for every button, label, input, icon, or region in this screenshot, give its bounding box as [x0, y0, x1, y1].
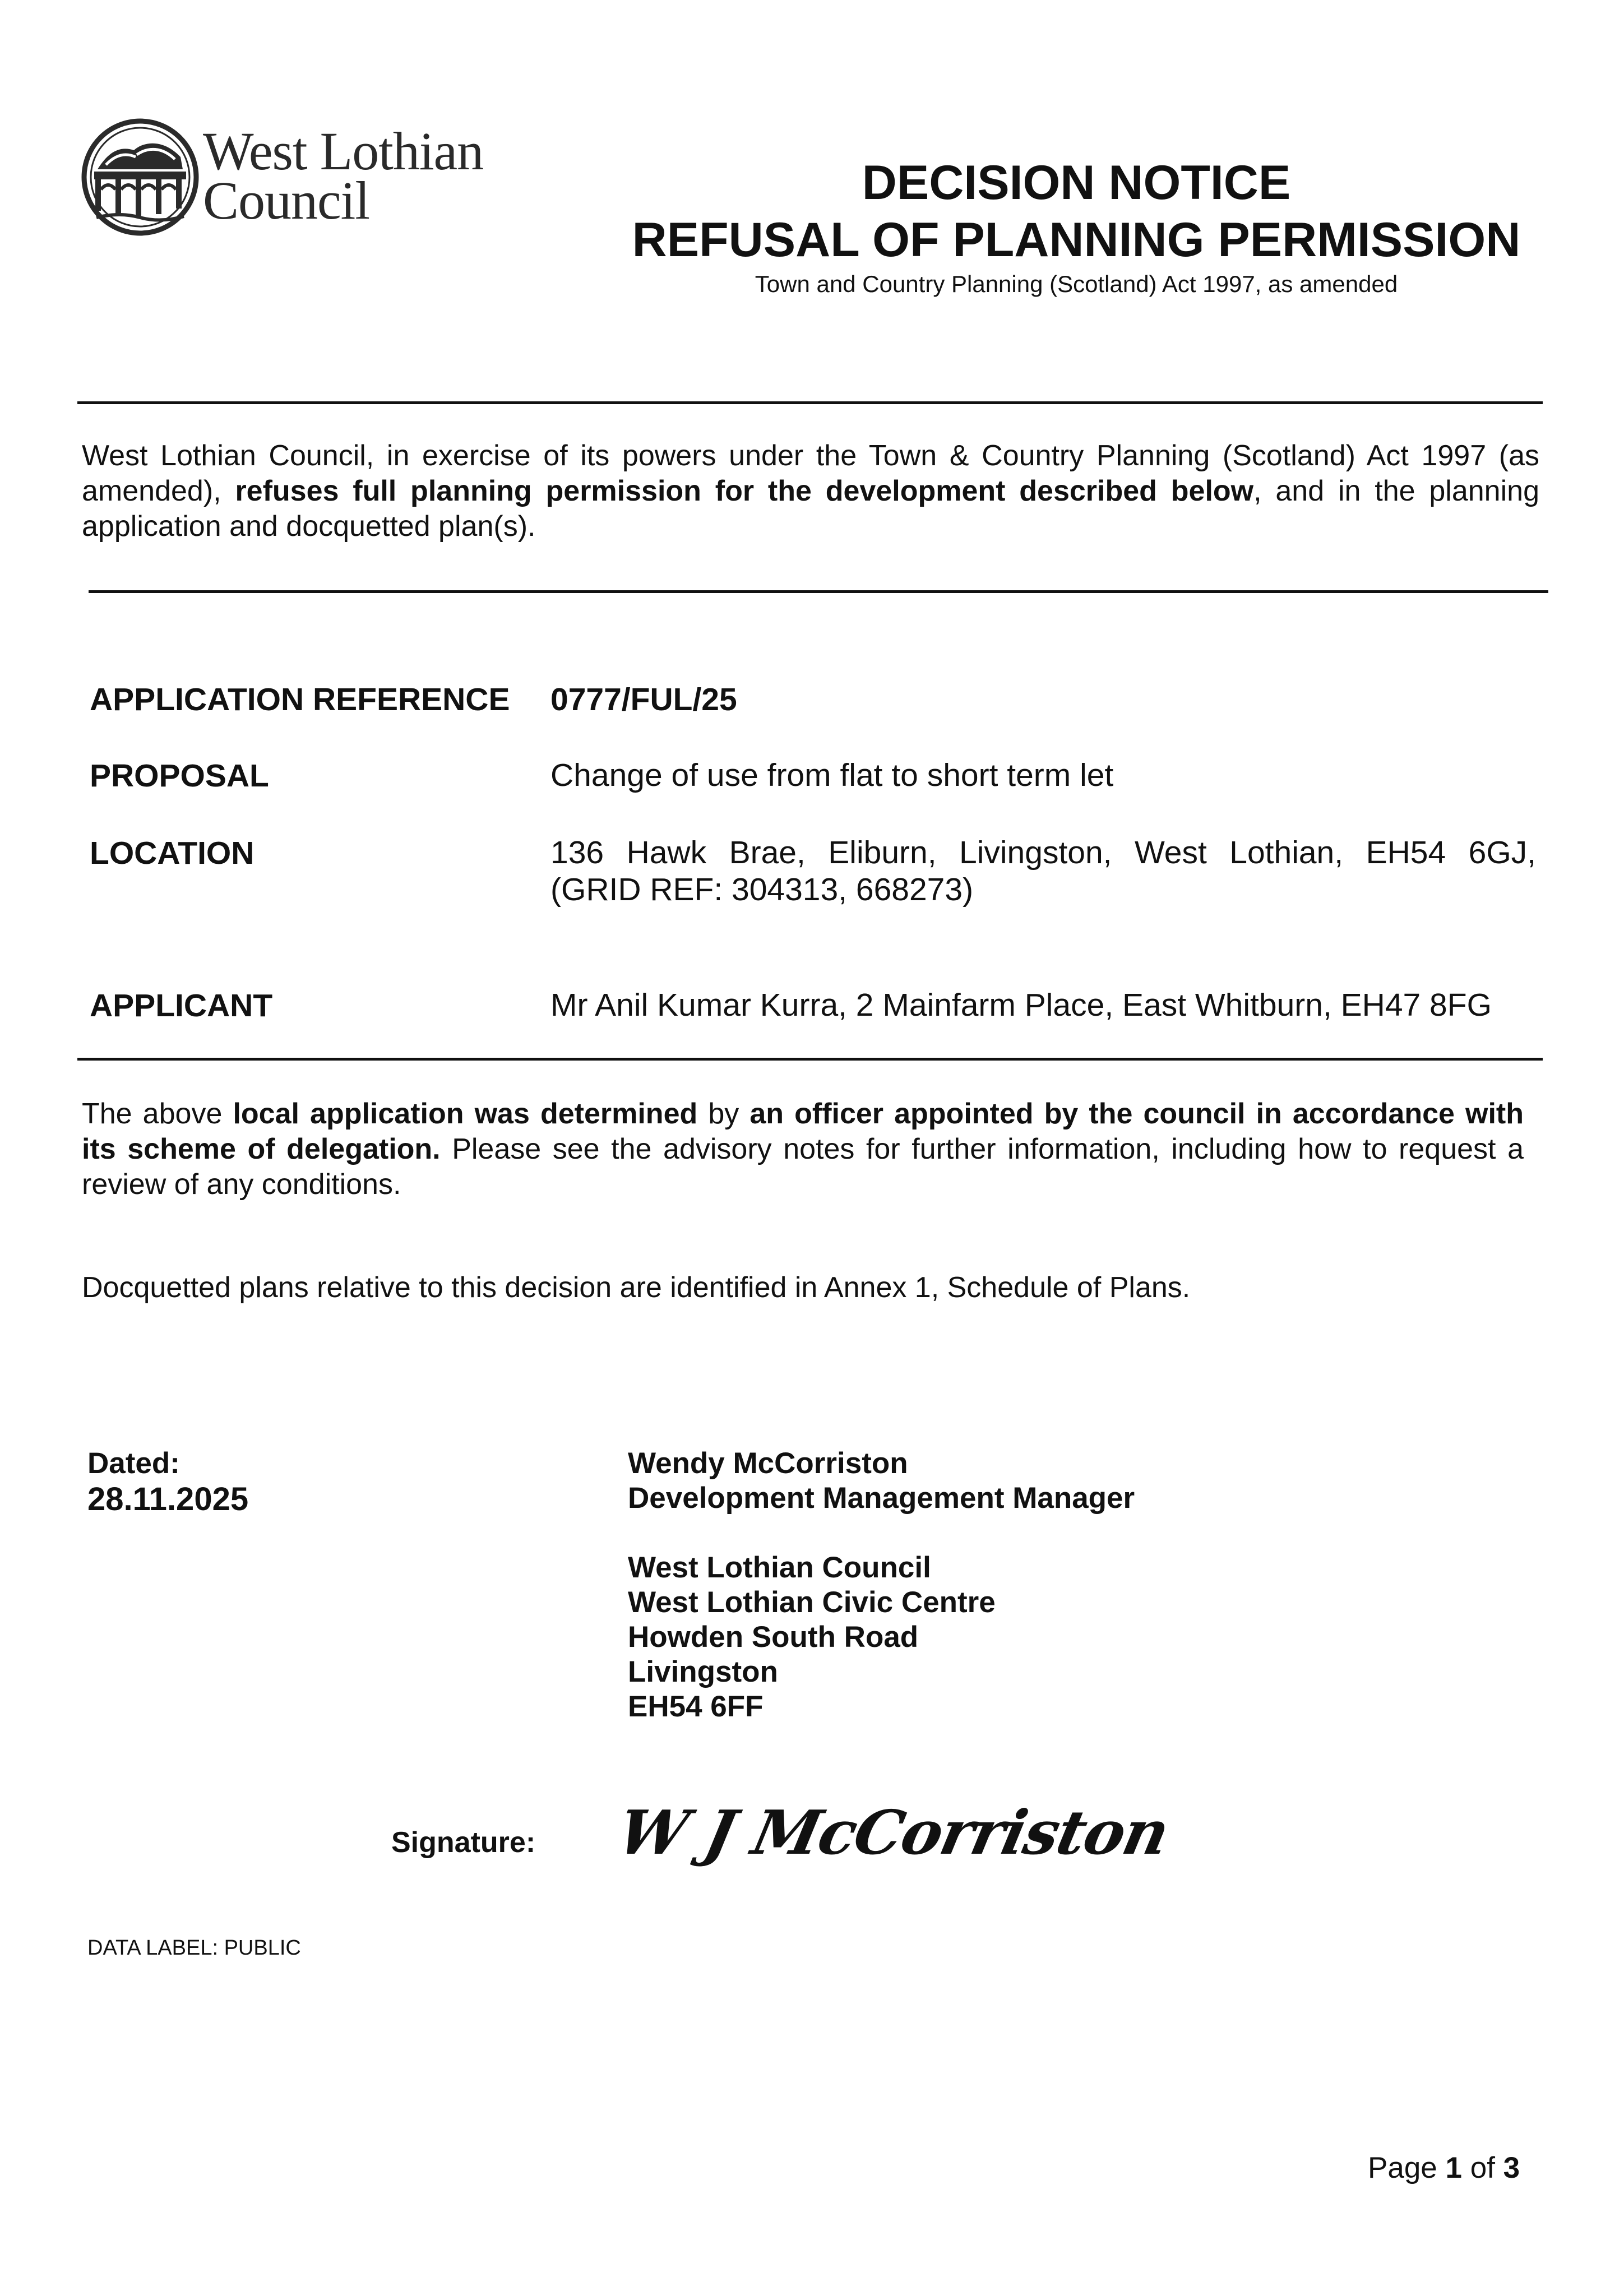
- divider-details: [77, 1058, 1543, 1061]
- intro-text-2: , and in the planning application and docquetted plan(s).: [82, 475, 1539, 543]
- logo-line-1: West Lothian: [203, 121, 484, 181]
- divider-top: [77, 401, 1543, 404]
- proposal-value: Change of use from flat to short term let: [550, 757, 1114, 793]
- logo-text: [203, 121, 484, 230]
- data-label: DATA LABEL: PUBLIC: [87, 1936, 301, 1960]
- determination-paragraph: [82, 1096, 1524, 1202]
- page-middle: of: [1462, 2151, 1503, 2184]
- viaduct-emblem-icon: [81, 118, 200, 237]
- dated-value: 28.11.2025: [87, 1481, 249, 1517]
- page-title: DECISION NOTICE: [862, 156, 1291, 210]
- determination-text-1: The above: [82, 1098, 233, 1130]
- location-label: LOCATION: [90, 835, 255, 871]
- intro-text-bold: refuses full planning permission for the development described below: [235, 475, 1254, 507]
- page-total: 3: [1503, 2151, 1520, 2184]
- address-line-1: West Lothian Council: [628, 1551, 931, 1584]
- officer-name: Wendy McCorriston: [628, 1447, 908, 1480]
- address-line-4: Livingston: [628, 1655, 778, 1688]
- address-line-3: Howden South Road: [628, 1621, 919, 1654]
- act-reference: Town and Country Planning (Scotland) Act 1997, as amended: [755, 271, 1398, 297]
- handwritten-signature: W J McCorriston: [612, 1798, 1175, 1868]
- address-line-5: EH54 6FF: [628, 1690, 764, 1723]
- determination-bold-1: local application was determined: [233, 1098, 698, 1130]
- proposal-label: PROPOSAL: [90, 758, 269, 794]
- signature-label: Signature:: [391, 1826, 536, 1859]
- page-number: [1368, 2150, 1520, 2186]
- page-prefix: Page: [1368, 2151, 1446, 2184]
- reference-value: 0777/FUL/25: [550, 682, 737, 718]
- location-value-line1: 136 Hawk Brae, Eliburn, Livingston, West Lothian, EH54 6GJ,: [550, 835, 1536, 871]
- determination-text-2: by: [697, 1098, 750, 1130]
- title-block: [561, 154, 1592, 299]
- determination-text-3: Please see the advisory notes for further information, including how to request a review of any conditions.: [82, 1133, 1524, 1201]
- location-value-line2: (GRID REF: 304313, 668273): [550, 872, 974, 908]
- intro-paragraph: [82, 438, 1539, 544]
- intro-text-1: West Lothian Council, in exercise of its powers under the Town & Country Planning (Scotland) Act 1997 (as amended),: [82, 439, 1539, 507]
- docquetted-plans-note: Docquetted plans relative to this decision are identified in Annex 1, Schedule of Plans.: [82, 1271, 1191, 1304]
- reference-label: APPLICATION REFERENCE: [90, 682, 510, 718]
- dated-label: Dated:: [87, 1447, 180, 1480]
- applicant-value: Mr Anil Kumar Kurra, 2 Mainfarm Place, East Whitburn, EH47 8FG: [550, 987, 1492, 1023]
- council-logo: [81, 118, 518, 241]
- determination-bold-2: an officer appointed by the council in accordance with its scheme of delegation.: [82, 1098, 1524, 1165]
- page-current: 1: [1445, 2151, 1462, 2184]
- page-subtitle-heading: REFUSAL OF PLANNING PERMISSION: [632, 213, 1521, 267]
- address-line-2: West Lothian Civic Centre: [628, 1586, 996, 1619]
- divider-intro: [89, 590, 1548, 593]
- officer-title: Development Management Manager: [628, 1482, 1135, 1515]
- logo-line-2: Council: [203, 170, 369, 230]
- applicant-label: APPLICANT: [90, 988, 273, 1024]
